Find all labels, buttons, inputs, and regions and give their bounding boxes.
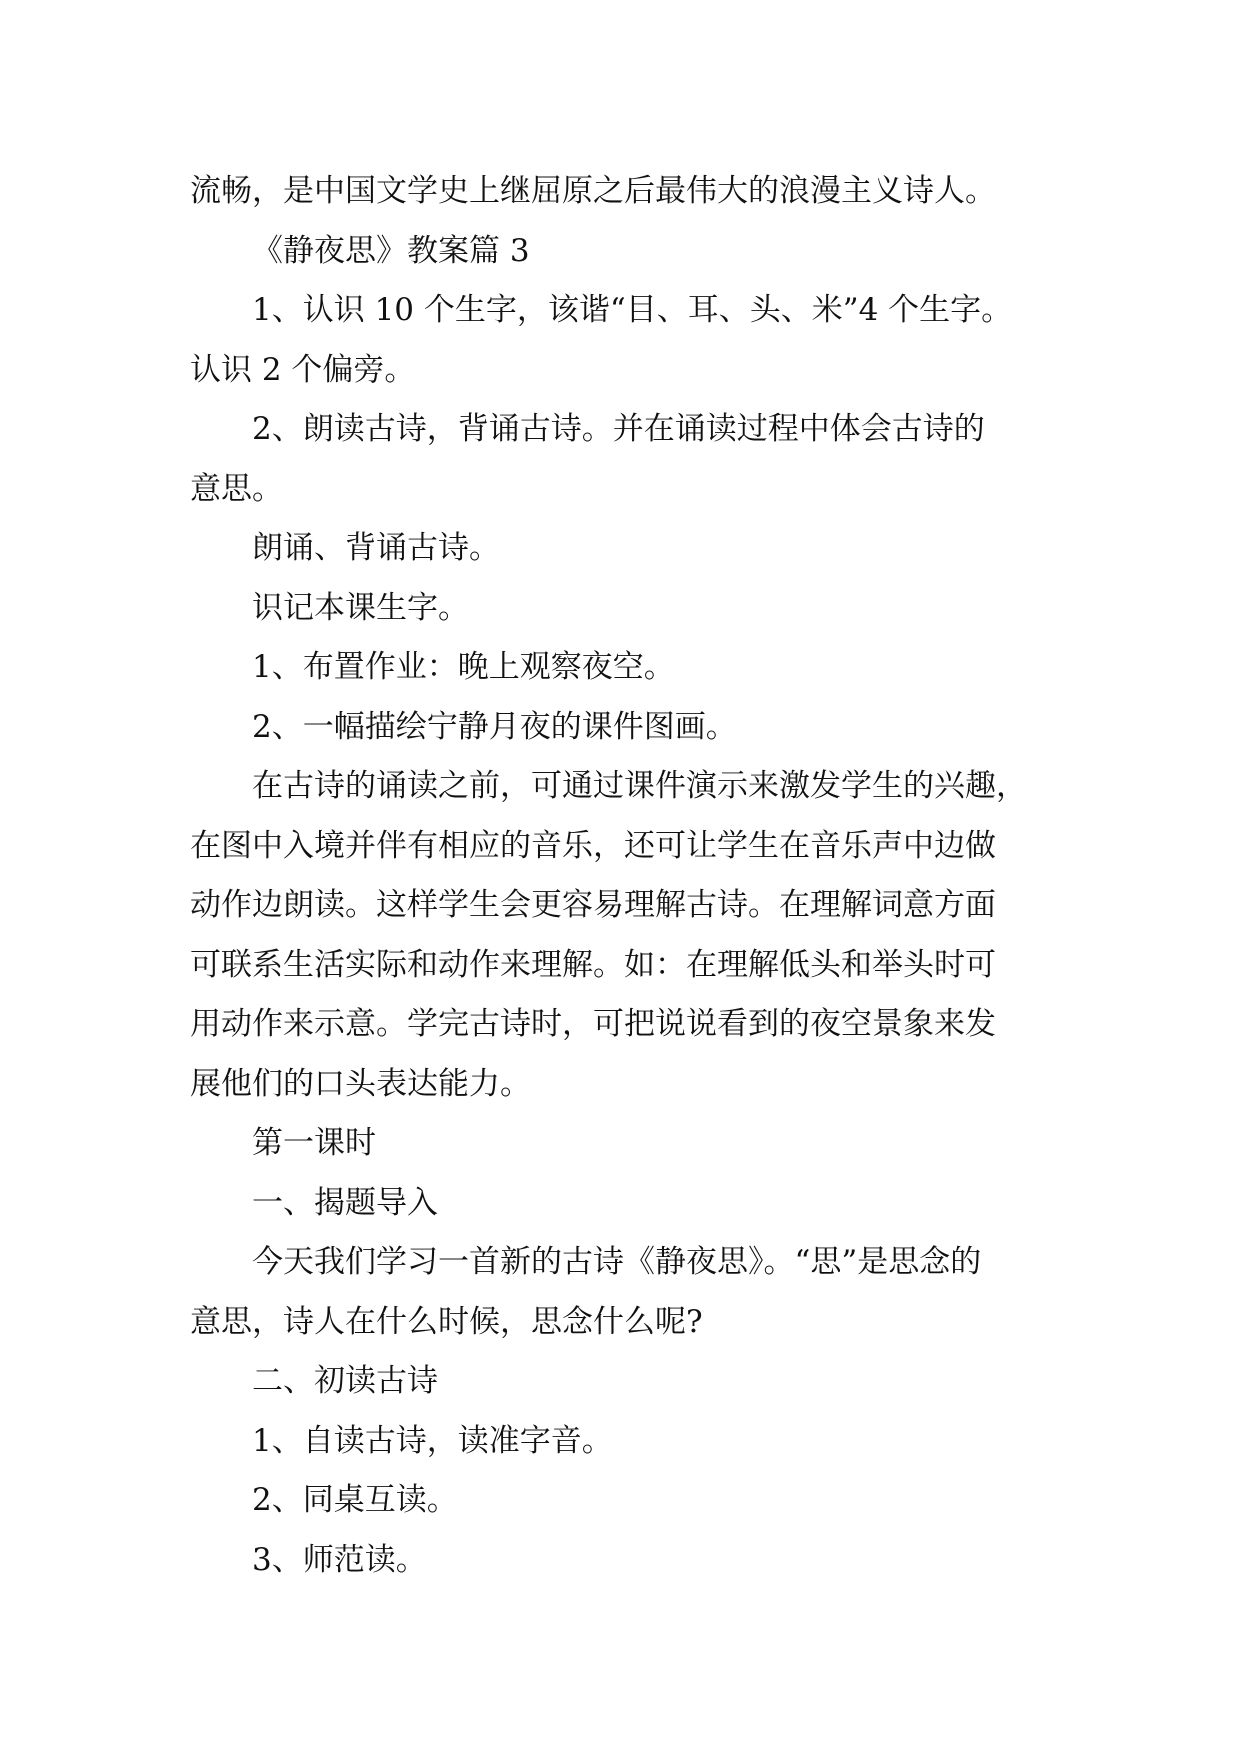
text-line: 1、布置作业：晚上观察夜空。 (252, 649, 675, 685)
paragraph (190, 1412, 1052, 1472)
section-heading (190, 222, 1052, 282)
document-body (190, 162, 1052, 1590)
text-line: 认识 2 个偏旁。 (190, 351, 416, 388)
text-line: 动作边朗读。这样学生会更容易理解古诗。在理解词意方面 (190, 887, 996, 923)
text-line: 今天我们学习一首新的古诗《静夜思》。“思”是思念的 (252, 1244, 982, 1280)
paragraph (190, 519, 1052, 579)
paragraph (190, 1471, 1052, 1531)
paragraph (190, 1531, 1052, 1591)
text-line: 朗诵、背诵古诗。 (252, 530, 500, 566)
text-line: 展他们的口头表达能力。 (190, 1065, 531, 1102)
text-line: 在古诗的诵读之前，可通过课件演示来激发学生的兴趣， (252, 768, 1027, 804)
paragraph (190, 1233, 1052, 1352)
text-line: 意思。 (190, 470, 283, 507)
paragraph (190, 638, 1052, 698)
text-line: 2、一幅描绘宁静月夜的课件图画。 (252, 708, 737, 745)
section-heading (190, 1114, 1052, 1174)
text-line: 二、初读古诗 (252, 1363, 438, 1399)
text-line: 1、自读古诗，读准字音。 (252, 1422, 613, 1459)
section-heading (190, 1352, 1052, 1412)
text-line: 流畅，是中国文学史上继屈原之后最伟大的浪漫主义诗人。 (190, 173, 996, 209)
paragraph (190, 281, 1052, 400)
text-line: 第一课时 (252, 1125, 376, 1161)
paragraph (190, 400, 1052, 519)
text-line: 一、揭题导入 (252, 1184, 438, 1221)
paragraph (190, 579, 1052, 639)
text-line: 2、同桌互读。 (252, 1482, 458, 1518)
text-line: 意思，诗人在什么时候，思念什么呢? (190, 1303, 703, 1340)
text-line: 《静夜思》教案篇 3 (252, 232, 530, 269)
paragraph (190, 757, 1052, 1114)
text-line: 1、认识 10 个生字，该谐“目、耳、头、米”4 个生字。 (252, 292, 1013, 328)
text-line: 可联系生活实际和动作来理解。如：在理解低头和举头时可 (190, 946, 996, 983)
text-line: 2、朗读古诗，背诵古诗。并在诵读过程中体会古诗的 (252, 411, 985, 447)
text-line: 识记本课生字。 (252, 589, 469, 626)
text-line: 3、师范读。 (252, 1541, 427, 1578)
paragraph (190, 162, 1052, 222)
section-heading (190, 1174, 1052, 1234)
text-line: 用动作来示意。学完古诗时，可把说说看到的夜空景象来发 (190, 1006, 996, 1042)
paragraph (190, 698, 1052, 758)
text-line: 在图中入境并伴有相应的音乐，还可让学生在音乐声中边做 (190, 827, 996, 864)
